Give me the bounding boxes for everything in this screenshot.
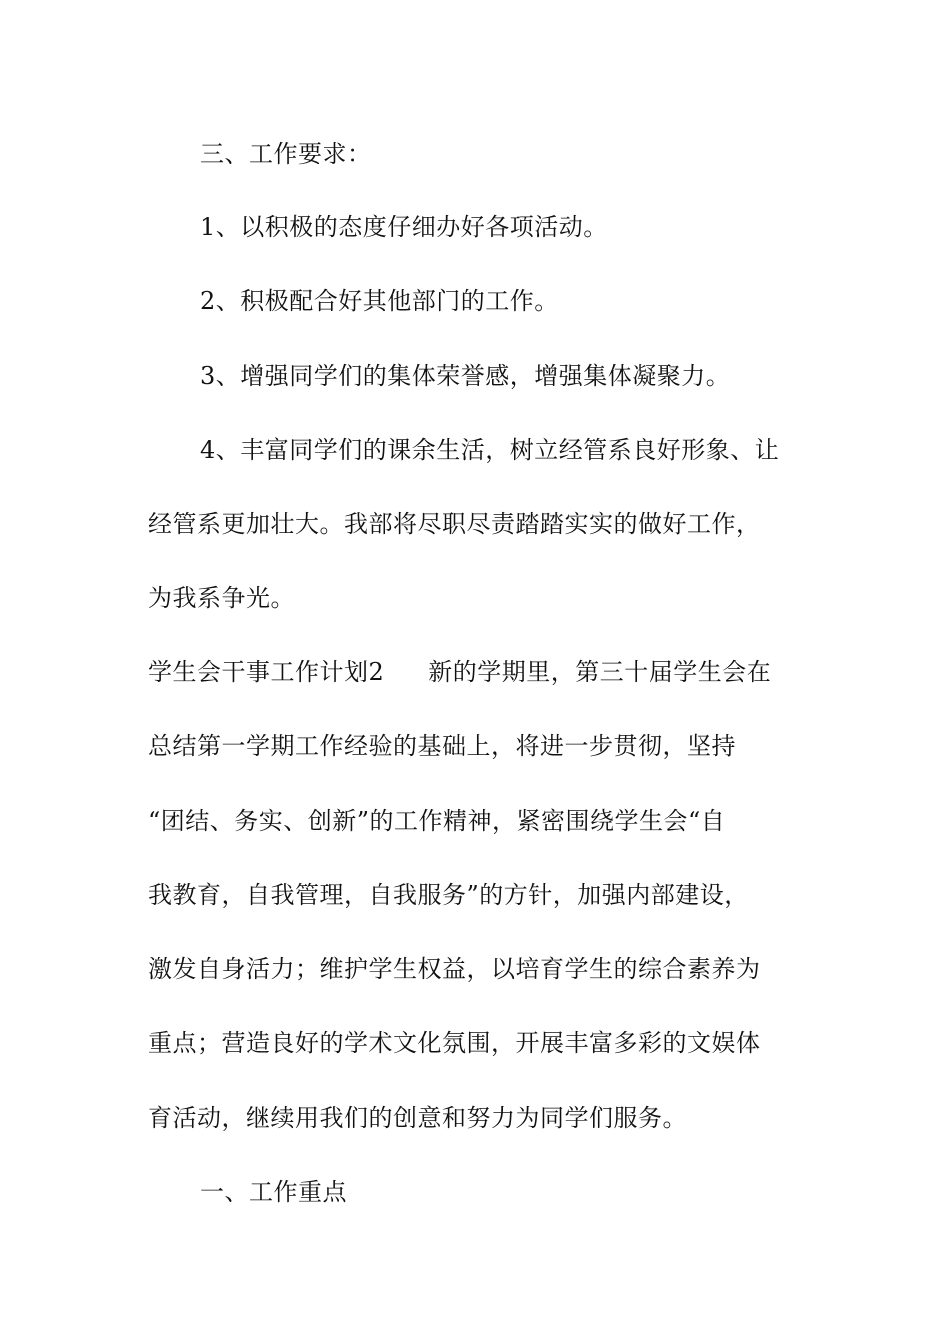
plan2-line-3: “团结、务实、创新”的工作精神，紧密围绕学生会“自 <box>148 807 726 835</box>
plan2-line-4: 我教育，自我管理，自我服务”的方针，加强内部建设， <box>148 881 749 909</box>
list-item-3: 3、增强同学们的集体荣誉感，增强集体凝聚力。 <box>200 362 731 390</box>
list-item-2: 2、积极配合好其他部门的工作。 <box>200 287 559 315</box>
section-heading-work-focus: 一、工作重点 <box>200 1178 347 1206</box>
section-heading-requirements: 三、工作要求： <box>200 140 372 168</box>
plan2-paragraph-start: 新的学期里，第三十届学生会在 <box>428 658 772 686</box>
plan2-line-2: 总结第一学期工作经验的基础上，将进一步贯彻，坚持 <box>148 732 736 760</box>
list-item-4-line-1: 4、丰富同学们的课余生活，树立经管系良好形象、让 <box>200 436 780 464</box>
plan2-line-7: 育活动，继续用我们的创意和努力为同学们服务。 <box>148 1104 687 1132</box>
plan2-title: 学生会干事工作计划2 <box>148 658 385 686</box>
list-item-1: 1、以积极的态度仔细办好各项活动。 <box>200 213 608 241</box>
plan2-first-line <box>148 657 771 687</box>
plan2-line-6: 重点；营造良好的学术文化氛围，开展丰富多彩的文娱体 <box>148 1029 761 1057</box>
list-item-4-line-3: 为我系争光。 <box>148 584 295 612</box>
list-item-4-line-2: 经管系更加壮大。我部将尽职尽责踏踏实实的做好工作， <box>148 510 761 538</box>
plan2-line-5: 激发自身活力；维护学生权益，以培育学生的综合素养为 <box>148 955 761 983</box>
